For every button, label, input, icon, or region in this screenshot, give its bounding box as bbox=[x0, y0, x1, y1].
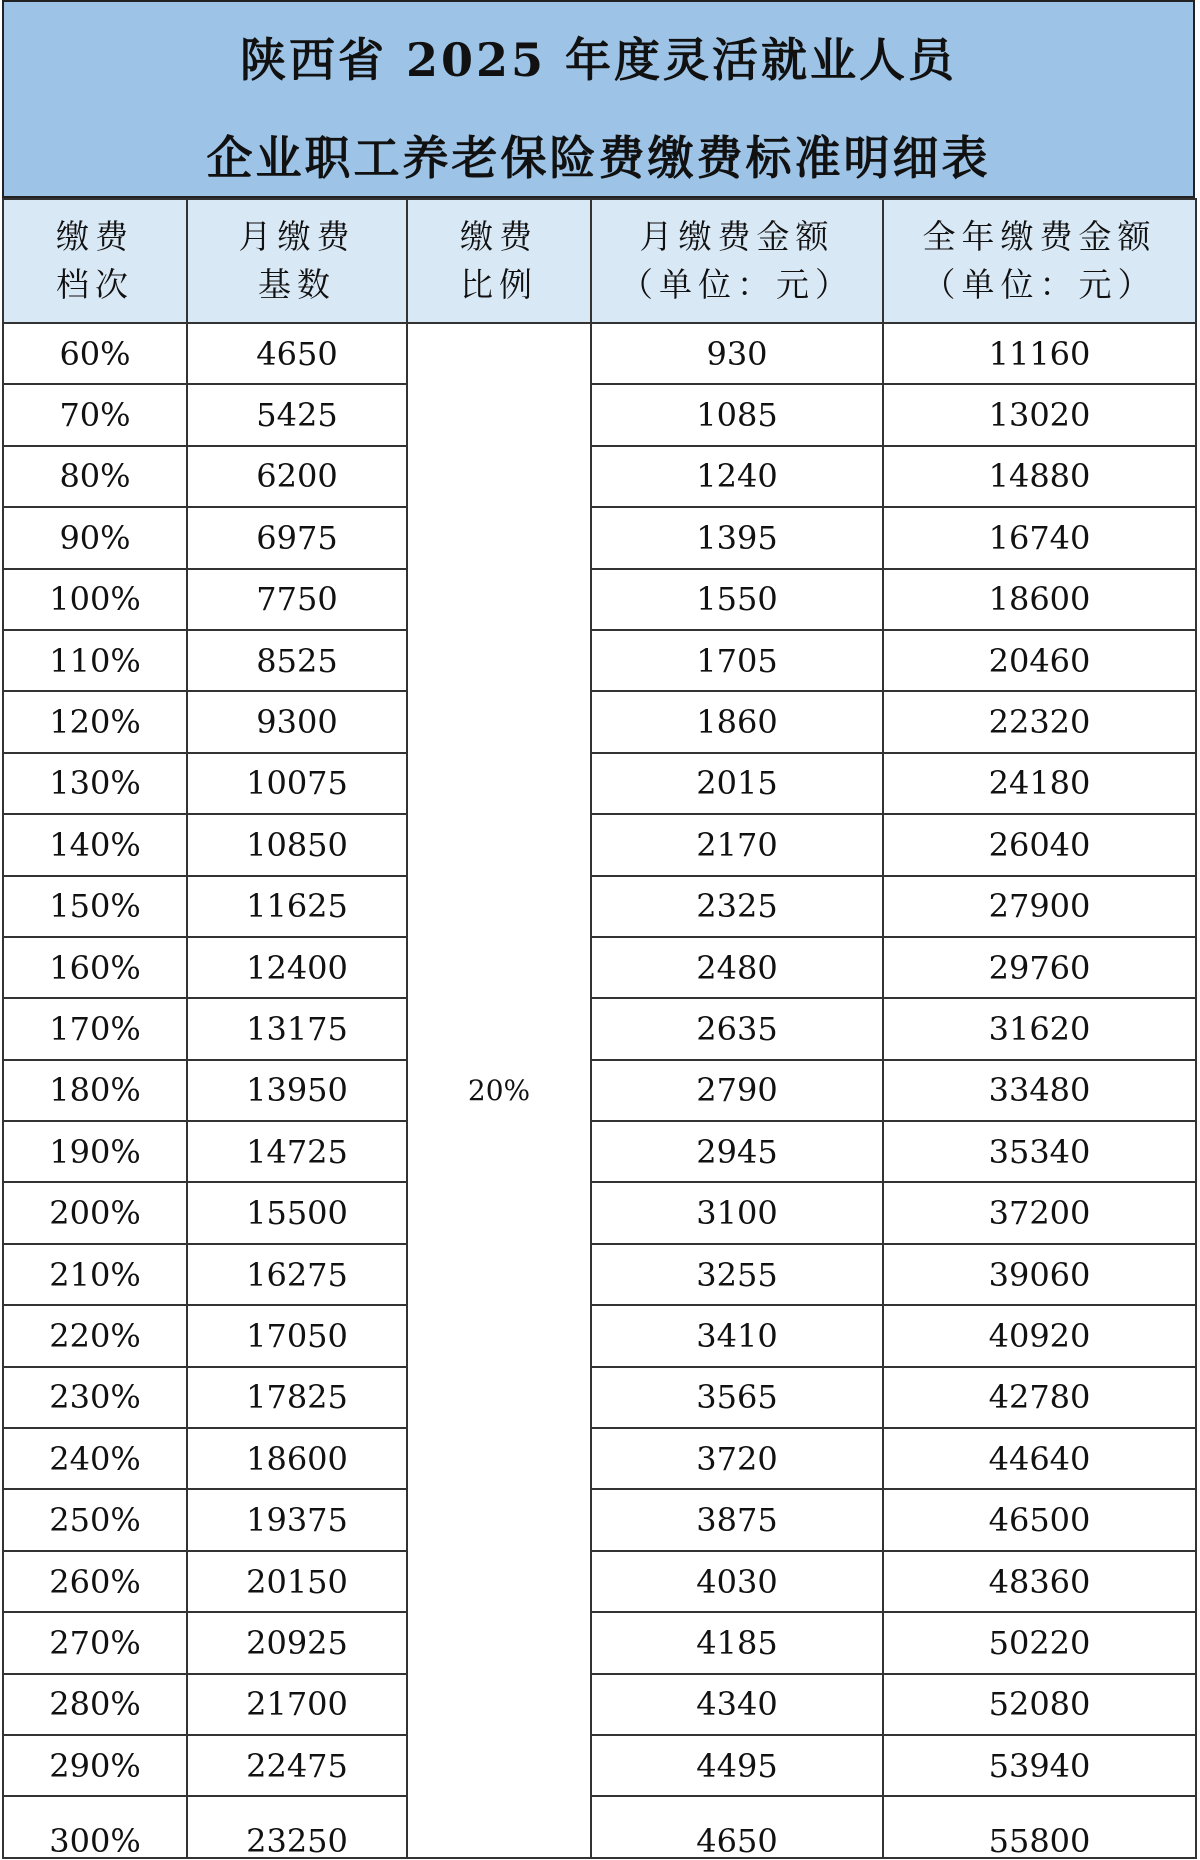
cell-grade bbox=[3, 384, 187, 445]
cell-annual-text: 29760 bbox=[988, 948, 1091, 987]
cell-grade-text: 110% bbox=[49, 641, 141, 680]
cell-monthly-text: 1395 bbox=[696, 518, 778, 557]
cell-annual bbox=[883, 1796, 1196, 1860]
cell-base-text: 14725 bbox=[246, 1132, 348, 1171]
cell-base bbox=[187, 1551, 407, 1612]
cell-monthly bbox=[591, 1060, 883, 1121]
cell-annual bbox=[883, 630, 1196, 691]
cell-base bbox=[187, 691, 407, 752]
table-row bbox=[3, 323, 1196, 384]
cell-grade-text: 220% bbox=[49, 1316, 141, 1355]
cell-monthly bbox=[591, 1796, 883, 1860]
table-row bbox=[3, 814, 1196, 875]
cell-base-text: 9300 bbox=[256, 703, 338, 742]
cell-base-text: 17050 bbox=[246, 1316, 348, 1355]
cell-annual-text: 50220 bbox=[988, 1623, 1091, 1662]
cell-grade bbox=[3, 1612, 187, 1673]
cell-monthly bbox=[591, 1367, 883, 1428]
cell-grade bbox=[3, 1244, 187, 1305]
header-annual-line-2: （单位：元） bbox=[922, 265, 1157, 304]
cell-annual-text: 20460 bbox=[988, 641, 1091, 680]
cell-base-text: 16275 bbox=[246, 1255, 348, 1294]
table-row bbox=[3, 1060, 1196, 1121]
cell-annual-text: 31620 bbox=[988, 1009, 1091, 1048]
cell-base-text: 10075 bbox=[246, 764, 348, 803]
cell-annual-text: 14880 bbox=[988, 457, 1091, 496]
cell-base-text: 7750 bbox=[256, 580, 338, 619]
cell-base bbox=[187, 507, 407, 568]
cell-monthly bbox=[591, 446, 883, 507]
cell-annual bbox=[883, 1367, 1196, 1428]
cell-annual bbox=[883, 1060, 1196, 1121]
cell-annual bbox=[883, 1305, 1196, 1366]
cell-monthly-text: 2945 bbox=[696, 1132, 778, 1171]
header-ratio-line-2: 比例 bbox=[460, 265, 538, 304]
cell-annual-text: 22320 bbox=[988, 703, 1091, 742]
table-row bbox=[3, 507, 1196, 568]
header-base-line-2: 基数 bbox=[258, 265, 336, 304]
cell-annual bbox=[883, 876, 1196, 937]
header-grade-line-2: 档次 bbox=[56, 265, 134, 304]
cell-annual-text: 53940 bbox=[988, 1746, 1091, 1785]
cell-annual bbox=[883, 507, 1196, 568]
cell-monthly bbox=[591, 630, 883, 691]
cell-base bbox=[187, 446, 407, 507]
table-row bbox=[3, 876, 1196, 937]
cell-monthly-text: 2480 bbox=[696, 948, 778, 987]
cell-base bbox=[187, 1305, 407, 1366]
cell-grade bbox=[3, 1796, 187, 1860]
cell-annual bbox=[883, 1428, 1196, 1489]
table-row bbox=[3, 1674, 1196, 1735]
table-row bbox=[3, 1244, 1196, 1305]
cell-grade bbox=[3, 507, 187, 568]
cell-base-text: 10850 bbox=[246, 825, 348, 864]
cell-annual-text: 18600 bbox=[988, 580, 1091, 619]
cell-annual bbox=[883, 446, 1196, 507]
cell-monthly-text: 3255 bbox=[696, 1255, 778, 1294]
table-row bbox=[3, 630, 1196, 691]
cell-monthly-text: 3565 bbox=[696, 1378, 778, 1417]
table-title-block bbox=[2, 0, 1195, 198]
table-row bbox=[3, 937, 1196, 998]
cell-base-text: 23250 bbox=[246, 1822, 348, 1860]
table-row bbox=[3, 1796, 1196, 1857]
header-monthly-line-2: （单位：元） bbox=[620, 265, 854, 304]
cell-annual bbox=[883, 937, 1196, 998]
cell-annual bbox=[883, 323, 1196, 384]
cell-grade-text: 70% bbox=[59, 396, 131, 435]
cell-base bbox=[187, 630, 407, 691]
cell-grade-text: 250% bbox=[49, 1501, 141, 1540]
cell-annual bbox=[883, 1244, 1196, 1305]
cell-base bbox=[187, 1182, 407, 1243]
header-row bbox=[3, 199, 1196, 323]
cell-monthly bbox=[591, 753, 883, 814]
header-grade-line-1: 缴费 bbox=[56, 217, 134, 256]
cell-grade-text: 60% bbox=[59, 334, 131, 373]
header-base bbox=[187, 199, 407, 323]
cell-base bbox=[187, 876, 407, 937]
cell-grade-text: 130% bbox=[49, 764, 141, 803]
cell-base-text: 11625 bbox=[246, 887, 348, 926]
table-row bbox=[3, 691, 1196, 752]
cell-monthly bbox=[591, 1244, 883, 1305]
cell-monthly bbox=[591, 1612, 883, 1673]
cell-base-text: 21700 bbox=[246, 1685, 348, 1724]
table-row bbox=[3, 1735, 1196, 1796]
contribution-table bbox=[2, 198, 1197, 1859]
cell-annual bbox=[883, 1121, 1196, 1182]
cell-monthly bbox=[591, 876, 883, 937]
cell-base-text: 4650 bbox=[256, 334, 338, 373]
cell-monthly-text: 2170 bbox=[696, 825, 778, 864]
cell-base bbox=[187, 937, 407, 998]
cell-monthly-text: 2325 bbox=[696, 887, 778, 926]
cell-monthly bbox=[591, 569, 883, 630]
cell-annual-text: 39060 bbox=[988, 1255, 1091, 1294]
table-row bbox=[3, 1182, 1196, 1243]
cell-base bbox=[187, 1367, 407, 1428]
cell-base bbox=[187, 1612, 407, 1673]
cell-monthly-text: 4495 bbox=[696, 1746, 778, 1785]
cell-monthly bbox=[591, 1121, 883, 1182]
cell-grade bbox=[3, 446, 187, 507]
cell-grade-text: 240% bbox=[49, 1439, 141, 1478]
cell-base-text: 20150 bbox=[246, 1562, 348, 1601]
cell-annual bbox=[883, 1551, 1196, 1612]
cell-annual-text: 44640 bbox=[988, 1439, 1091, 1478]
cell-monthly-text: 3875 bbox=[696, 1501, 778, 1540]
header-base-line-1: 月缴费 bbox=[238, 217, 356, 256]
cell-base bbox=[187, 1428, 407, 1489]
cell-grade-text: 200% bbox=[49, 1194, 141, 1233]
cell-grade bbox=[3, 1182, 187, 1243]
cell-base-text: 12400 bbox=[246, 948, 348, 987]
cell-base bbox=[187, 1121, 407, 1182]
cell-monthly bbox=[591, 1305, 883, 1366]
cell-base-text: 6200 bbox=[256, 457, 338, 496]
cell-monthly-text: 2790 bbox=[696, 1071, 778, 1110]
header-ratio-line-1: 缴费 bbox=[460, 217, 538, 256]
cell-base bbox=[187, 1796, 407, 1860]
table-row bbox=[3, 1612, 1196, 1673]
cell-monthly-text: 4650 bbox=[696, 1822, 778, 1860]
cell-monthly-text: 4030 bbox=[696, 1562, 778, 1601]
cell-monthly-text: 3410 bbox=[696, 1316, 778, 1355]
cell-annual-text: 48360 bbox=[988, 1562, 1091, 1601]
cell-annual bbox=[883, 569, 1196, 630]
cell-base-text: 20925 bbox=[246, 1623, 348, 1662]
table-row bbox=[3, 384, 1196, 445]
cell-base bbox=[187, 1735, 407, 1796]
cell-grade-text: 80% bbox=[59, 457, 131, 496]
table-row bbox=[3, 1367, 1196, 1428]
cell-grade bbox=[3, 1305, 187, 1366]
cell-grade bbox=[3, 1428, 187, 1489]
cell-annual-text: 24180 bbox=[988, 764, 1091, 803]
cell-annual-text: 52080 bbox=[988, 1685, 1091, 1724]
cell-monthly bbox=[591, 1735, 883, 1796]
cell-base-text: 8525 bbox=[256, 641, 338, 680]
cell-base-text: 13950 bbox=[246, 1071, 348, 1110]
table-row bbox=[3, 998, 1196, 1059]
cell-grade-text: 140% bbox=[49, 825, 141, 864]
cell-monthly-text: 1240 bbox=[696, 457, 778, 496]
cell-grade-text: 90% bbox=[59, 518, 131, 557]
cell-annual-text: 37200 bbox=[988, 1194, 1091, 1233]
cell-monthly bbox=[591, 937, 883, 998]
cell-grade-text: 100% bbox=[49, 580, 141, 619]
cell-annual-text: 35340 bbox=[988, 1132, 1091, 1171]
cell-grade bbox=[3, 569, 187, 630]
cell-monthly bbox=[591, 1551, 883, 1612]
cell-grade bbox=[3, 1489, 187, 1550]
cell-grade bbox=[3, 814, 187, 875]
cell-grade bbox=[3, 1551, 187, 1612]
cell-annual bbox=[883, 1735, 1196, 1796]
cell-annual-text: 42780 bbox=[988, 1378, 1091, 1417]
cell-monthly bbox=[591, 323, 883, 384]
cell-ratio bbox=[407, 323, 591, 1858]
cell-monthly-text: 1550 bbox=[696, 580, 778, 619]
cell-grade-text: 270% bbox=[49, 1623, 141, 1662]
cell-grade-text: 290% bbox=[49, 1746, 141, 1785]
cell-monthly bbox=[591, 507, 883, 568]
cell-monthly-text: 1705 bbox=[696, 641, 778, 680]
cell-grade bbox=[3, 1735, 187, 1796]
cell-grade bbox=[3, 937, 187, 998]
cell-base-text: 19375 bbox=[246, 1501, 348, 1540]
cell-grade-text: 280% bbox=[49, 1685, 141, 1724]
table-row bbox=[3, 1489, 1196, 1550]
cell-grade bbox=[3, 1060, 187, 1121]
cell-base bbox=[187, 1060, 407, 1121]
cell-monthly bbox=[591, 1428, 883, 1489]
cell-annual-text: 55800 bbox=[988, 1822, 1091, 1860]
cell-monthly bbox=[591, 814, 883, 875]
table-row bbox=[3, 1428, 1196, 1489]
cell-annual-text: 26040 bbox=[988, 825, 1091, 864]
cell-monthly bbox=[591, 998, 883, 1059]
table-title-line-2: 企业职工养老保险费缴费标准明细表 bbox=[206, 131, 991, 185]
cell-annual-text: 40920 bbox=[988, 1316, 1091, 1355]
cell-monthly-text: 2635 bbox=[696, 1009, 778, 1048]
cell-base-text: 17825 bbox=[246, 1378, 348, 1417]
table-row bbox=[3, 1551, 1196, 1612]
cell-monthly-text: 1860 bbox=[696, 703, 778, 742]
cell-monthly-text: 2015 bbox=[696, 764, 778, 803]
cell-grade-text: 170% bbox=[49, 1009, 141, 1048]
cell-grade bbox=[3, 876, 187, 937]
cell-base-text: 6975 bbox=[256, 518, 338, 557]
cell-base-text: 5425 bbox=[256, 396, 338, 435]
table-body bbox=[3, 323, 1196, 1858]
cell-monthly-text: 3100 bbox=[696, 1194, 778, 1233]
cell-base-text: 22475 bbox=[246, 1746, 348, 1785]
cell-base-text: 18600 bbox=[246, 1439, 348, 1478]
cell-base-text: 13175 bbox=[246, 1009, 348, 1048]
cell-grade-text: 210% bbox=[49, 1255, 141, 1294]
cell-annual bbox=[883, 998, 1196, 1059]
cell-monthly-text: 3720 bbox=[696, 1439, 778, 1478]
cell-annual bbox=[883, 814, 1196, 875]
cell-grade bbox=[3, 998, 187, 1059]
cell-annual bbox=[883, 1674, 1196, 1735]
cell-grade bbox=[3, 1367, 187, 1428]
cell-annual bbox=[883, 1489, 1196, 1550]
cell-grade-text: 230% bbox=[49, 1378, 141, 1417]
cell-grade-text: 180% bbox=[49, 1071, 141, 1110]
cell-base bbox=[187, 998, 407, 1059]
cell-base bbox=[187, 384, 407, 445]
cell-grade bbox=[3, 323, 187, 384]
cell-base bbox=[187, 1244, 407, 1305]
cell-annual bbox=[883, 1612, 1196, 1673]
cell-monthly-text: 4340 bbox=[696, 1685, 778, 1724]
cell-grade bbox=[3, 691, 187, 752]
table-row bbox=[3, 569, 1196, 630]
header-monthly-line-1: 月缴费金额 bbox=[639, 217, 835, 256]
header-annual-line-1: 全年缴费金额 bbox=[922, 217, 1157, 256]
cell-annual-text: 27900 bbox=[988, 887, 1091, 926]
cell-monthly-text: 1085 bbox=[696, 396, 778, 435]
cell-grade bbox=[3, 630, 187, 691]
cell-grade-text: 160% bbox=[49, 948, 141, 987]
cell-annual-text: 46500 bbox=[988, 1501, 1091, 1540]
cell-annual-text: 16740 bbox=[988, 518, 1091, 557]
cell-annual bbox=[883, 1182, 1196, 1243]
cell-annual bbox=[883, 691, 1196, 752]
table-row bbox=[3, 446, 1196, 507]
cell-grade-text: 190% bbox=[49, 1132, 141, 1171]
cell-annual bbox=[883, 753, 1196, 814]
cell-grade-text: 260% bbox=[49, 1562, 141, 1601]
contribution-table-sheet bbox=[2, 0, 1195, 1860]
table-title-line-1: 陕西省 2025 年度灵活就业人员 bbox=[239, 33, 958, 87]
cell-annual bbox=[883, 384, 1196, 445]
cell-monthly bbox=[591, 1182, 883, 1243]
cell-monthly bbox=[591, 384, 883, 445]
cell-ratio-text: 20% bbox=[467, 1073, 531, 1107]
cell-grade-text: 120% bbox=[49, 703, 141, 742]
cell-grade-text: 150% bbox=[49, 887, 141, 926]
cell-grade-text: 300% bbox=[49, 1822, 141, 1860]
cell-grade bbox=[3, 1121, 187, 1182]
cell-annual-text: 13020 bbox=[988, 396, 1091, 435]
cell-monthly bbox=[591, 1489, 883, 1550]
cell-base-text: 15500 bbox=[246, 1194, 348, 1233]
cell-grade bbox=[3, 1674, 187, 1735]
cell-annual-text: 11160 bbox=[988, 334, 1091, 373]
cell-base bbox=[187, 323, 407, 384]
cell-base bbox=[187, 1674, 407, 1735]
table-row bbox=[3, 753, 1196, 814]
cell-monthly bbox=[591, 1674, 883, 1735]
cell-monthly-text: 930 bbox=[706, 334, 768, 373]
cell-grade bbox=[3, 753, 187, 814]
table-row bbox=[3, 1121, 1196, 1182]
cell-base bbox=[187, 814, 407, 875]
cell-base bbox=[187, 1489, 407, 1550]
cell-monthly-text: 4185 bbox=[696, 1623, 778, 1662]
header-grade bbox=[3, 199, 187, 323]
cell-monthly bbox=[591, 691, 883, 752]
cell-base bbox=[187, 569, 407, 630]
cell-annual-text: 33480 bbox=[988, 1071, 1091, 1110]
header-ratio bbox=[407, 199, 591, 323]
header-annual bbox=[883, 199, 1196, 323]
table-row bbox=[3, 1305, 1196, 1366]
cell-base bbox=[187, 753, 407, 814]
header-monthly bbox=[591, 199, 883, 323]
